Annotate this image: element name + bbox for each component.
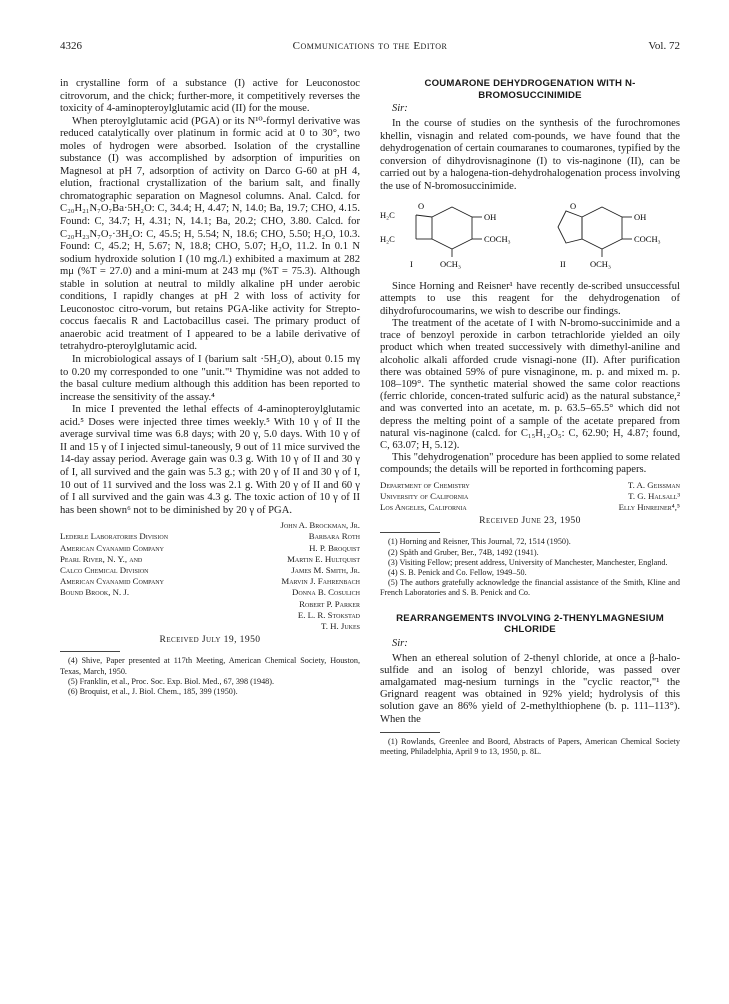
footnote: (6) Broquist, et al., J. Biol. Chem., 185, 399 (1950). (68, 686, 238, 696)
author-name: E. L. R. Stokstad (297, 609, 360, 620)
body-paragraph: This "dehydrogenation" procedure has been applied to some related compounds; the details will be reported in forthcoming papers. (380, 452, 680, 476)
body-paragraph: When pteroylglutamic acid (PGA) or its N¹⁰-formyl derivative was reduced catalytically over platinum in formic acid at 0 to 30°, two moles of hydrogen were absorbed. Isolation of the crystalline substance (I) was accomplished by adsorption of impurities on Magnesol at pH 7, adsorption of activity on Darco G-60 at pH 4, elution, fractional crystallization of the barium salt, and finally chromatographic separation on Magnesol columns. Anal. Calcd. for C₂₀H₂₁N₇O₇Ba·5H₂O: C, 34.4; H, 4.47; N, 14.0; Ba, 19.7; CHO, 4.15. Found: C, 34.7; H, 4.31; N, 14.1; Ba, 20.2; CHO, 3.80. Calcd. for C₂₀H₂₃N₇O₇·3H₂O: C, 45.5; H, 5.54; N, 18.6; CHO, 5.50; H₂O, 10.3. Found: C, 45.2; H, 5.67; N, 18.8; CHO, 5.07; H₂O, 11.2. In 0.1 N sodium hydroxide solution I (10 mg./l.) exhibited a maximum at 282 mμ (%T = 27.0) and a mini-mum at 243 mμ (%T = 75.3). Although stable in solution at neutral to mildly alkaline pH under aerobic conditions, I rapidly changes at pH 2 with loss of activity for Leuconostoc citro-vorum, but retains PGA-like activity for Strepto-coccus faecalis R and Lactobacillus casei. The primary product of anaerobic acid treatment of I appeared to be a labile derivative of tetrahydro-pteroylglutamic acid. (60, 115, 360, 353)
body-paragraph: In the course of studies on the synthesis of the furochromones khellin, visnagin and related com-pounds, we have found that the dehydrogenation of certain coumaranes to coumarones, typified by the conversion of dihydrovisnaginone (I) to vis-naginone (II), can be carried out by a halogena-tion-dehydrohalogenation process involving the use of N-bromosuccinimide. (380, 118, 680, 192)
body-paragraph: In microbiological assays of I (barium salt ·5H₂O), about 0.15 mγ to 0.20 mγ corresponded to one "unit."¹ Thymidine was not added to the basal culture medium although this addition has been reported to increase the sensitivity of the assay.⁴ (60, 354, 360, 403)
body-paragraph: in crystalline form of a substance (I) active for Leuconostoc citrovorum, and the chick; further-more, it competitively reverses the toxicity of 4-aminopteroylglutamic acid (II) for the mouse. (60, 78, 360, 115)
author-name: Barbara Roth (308, 531, 360, 542)
footnote: (3) Visiting Fellow; present address, University of Manchester, Manchester, England. (388, 557, 668, 567)
author-name: T. G. Halsall³ (628, 490, 680, 501)
affiliation-line: Los Angeles, California (380, 501, 467, 512)
struct-h2c: H₂C (380, 210, 395, 221)
body-paragraph: The treatment of the acetate of I with N-bromo-succinimide and a trace of benzoyl peroxide in carbon tetrachloride yielded an oily product which when treated successively with dimethyl-aniline and alcoholic alkali afforded crude visnagi-none (II). After purification there was obtained 59% of pure visnaginone, m. p. and mixed m. p. 108–109°. The synthetic material showed the same color reactions (ferric chloride, concen-trated sulfuric acid) as the natural substance,² and was converted into an acetate, m. p. 63.5–65.5° which did not depress the melting point of a sample of the acetate prepared from natural vis-naginone (calcd. for C₁₅H₁₂O₅: C, 62.90; H, 4.87; found, C, 63.07; H, 5.12). (380, 317, 680, 451)
structure-diagram (380, 199, 680, 277)
body-paragraph: Since Horning and Reisner¹ have recently de-scribed unsuccessful attempts to use this reagent for the dehydrogenation of dihydrofurocoumarins, we wish to describe our findings. (380, 281, 680, 317)
body-paragraph: In mice I prevented the lethal effects of 4-aminopteroylglutamic acid.⁵ Doses were injected three times weekly.⁵ With 10 γ of II the average survival time was 6.8 days; with 20 γ, 5.0 days. With 10 γ of II and 15 γ of I injected simul-taneously, 9 out of 11 mice survived the 14-day assay period. Average gain was 0.3 g. With 10 γ of II and 30 γ of I, all survived and the gain was 5.3 g.; with 20 γ of II and 30 γ of I, 10 out of 11 survived and the loss was 2.1 g. With 20 γ of II and 60 γ of I all survived and the gain was 4.3 g. The toxic action of 10 γ of II has been shown⁶ not to be diminished by 20 γ of PGA. (60, 404, 360, 516)
affiliation-line: American Cyanamid Company (60, 542, 164, 553)
author-name: Marvin J. Fahrenbach (281, 576, 360, 587)
structure-two (558, 207, 632, 257)
footnote: (4) Shive, Paper presented at 117th Meeting, American Chemical Society, Houston, Texas, March, 1950. (60, 656, 360, 676)
left-column (60, 78, 360, 697)
footnote: (5) The authors gratefully acknowledge the financial assistance of the Smith, Kline and French Laboratories and S. B. Penick and Co. (380, 578, 680, 598)
affiliation-line: University of California (380, 490, 469, 501)
received-date: Received July 19, 1950 (159, 634, 261, 646)
author-name: Martin E. Hultquist (287, 553, 360, 564)
struct-label-two: II (560, 259, 566, 270)
author-name: Donna B. Cosulich (291, 587, 360, 598)
struct-och3: OCH₃ (590, 259, 611, 270)
affiliation-line: Department of Chemistry (380, 479, 470, 490)
body-paragraph: When an ethereal solution of 2-thenyl chloride, at once a β-halo-sulfide and an isolog of benzyl chloride, was passed over amalgamated mag-nesium turnings in the "cyclic reactor,"¹ the Grignard reagent was obtained in 92% yield; hydrolysis of this solution gave an 86% yield of 2-methylthiophene (b. p. 111–113°). When the (380, 652, 680, 725)
right-column (380, 78, 680, 757)
article-title: REARRANGEMENTS INVOLVING 2-THENYLMAGNESIUM CHLORIDE (396, 612, 664, 636)
author-name: H. P. Broquist (309, 542, 360, 553)
struct-label-one: I (410, 259, 413, 270)
author-name: James M. Smith, Jr. (291, 564, 360, 575)
affiliation-line: Calco Chemical Division (60, 564, 149, 575)
struct-o: O (570, 201, 577, 212)
author-name: Elly Hinreiner⁴,⁵ (618, 501, 680, 512)
struct-oh: OH (634, 212, 647, 223)
article-title: COUMARONE DEHYDROGENATION WITH N-BROMOSUCCINIMIDE (424, 78, 636, 101)
struct-coch3: COCH₃ (634, 234, 661, 245)
footnote-rule (60, 651, 120, 652)
affiliation-line: Lederle Laboratories Division (60, 531, 169, 542)
salutation: Sir: (392, 103, 408, 114)
received-date: Received June 23, 1950 (479, 515, 581, 527)
article-spacer (380, 599, 680, 613)
running-header (60, 40, 680, 56)
struct-coch3: COCH₃ (484, 234, 511, 245)
footnote-rule (380, 732, 440, 733)
page-number: 4326 (60, 40, 82, 52)
struct-h2c: H₂C (380, 234, 395, 245)
structure-one (416, 207, 482, 257)
volume-label: Vol. 72 (648, 40, 680, 52)
running-title: Communications to the Editor (292, 40, 448, 52)
struct-o: O (418, 201, 425, 212)
struct-oh: OH (484, 212, 497, 223)
author-signature-block (60, 520, 360, 645)
struct-och3: OCH₃ (440, 259, 461, 270)
footnote: (1) Horning and Reisner, This Journal, 72, 1514 (1950). (388, 537, 571, 547)
author-name: Robert P. Parker (299, 598, 360, 609)
affiliation-line: Bound Brook, N. J. (60, 587, 130, 598)
chemical-structures (380, 199, 680, 277)
affiliation-line: American Cyanamid Company (60, 576, 164, 587)
affiliation-line: Pearl River, N. Y., and (60, 553, 143, 564)
footnote: (5) Franklin, et al., Proc. Soc. Exp. Biol. Med., 67, 398 (1948). (68, 676, 275, 686)
author-name: T. A. Geissman (627, 479, 680, 490)
author-name: T. H. Jukes (321, 620, 360, 631)
footnote: (4) S. B. Penick and Co. Fellow, 1949–50. (388, 567, 527, 577)
footnote: (1) Rowlands, Greenlee and Boord, Abstracts of Papers, American Chemical Society meeting, Philadelphia, April 9 to 13, 1950, p. 8L. (380, 736, 680, 756)
author-signature-block (380, 480, 680, 527)
salutation: Sir: (392, 637, 408, 649)
author-name: John A. Brockman, Jr. (280, 520, 360, 531)
footnote: (2) Späth and Gruber, Ber., 74B, 1492 (1941). (388, 547, 539, 557)
footnote-rule (380, 532, 440, 533)
